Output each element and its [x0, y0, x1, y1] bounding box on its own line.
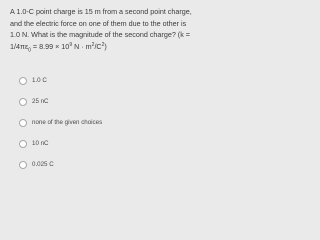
option-label: 0.025 C	[32, 161, 54, 168]
question-main: A 1.0-C point charge is 15 m from a second point charge, and the electric force on one of them due to the other is 1.0 N. What is the magnitude of the second charge? (k = 1/4πε	[10, 7, 192, 51]
exponent-2-c: 2	[101, 41, 105, 48]
question-text	[10, 6, 196, 52]
option-2[interactable]	[19, 91, 189, 112]
radio-button[interactable]	[19, 98, 27, 106]
epsilon-subscript: 0	[28, 46, 31, 53]
radio-button[interactable]	[19, 161, 27, 169]
question-units-a: N · m	[72, 41, 92, 51]
question-units-b: /C	[94, 41, 102, 51]
option-label: 10 nC	[32, 140, 49, 147]
radio-button[interactable]	[19, 77, 27, 85]
option-3[interactable]	[19, 112, 189, 133]
radio-button[interactable]	[19, 140, 27, 148]
option-label: none of the given choices	[32, 119, 103, 126]
question-close: )	[104, 41, 107, 51]
option-label: 1.0 C	[32, 77, 47, 84]
option-4[interactable]	[19, 133, 189, 154]
exponent-2-m: 2	[91, 41, 95, 48]
option-label: 25 nC	[32, 98, 49, 105]
option-5[interactable]	[19, 154, 189, 175]
option-1[interactable]	[19, 70, 189, 91]
answer-options	[19, 70, 189, 175]
question-k-value: = 8.99 × 10	[30, 41, 70, 51]
exponent-9: 9	[69, 41, 73, 48]
radio-button[interactable]	[19, 119, 27, 127]
